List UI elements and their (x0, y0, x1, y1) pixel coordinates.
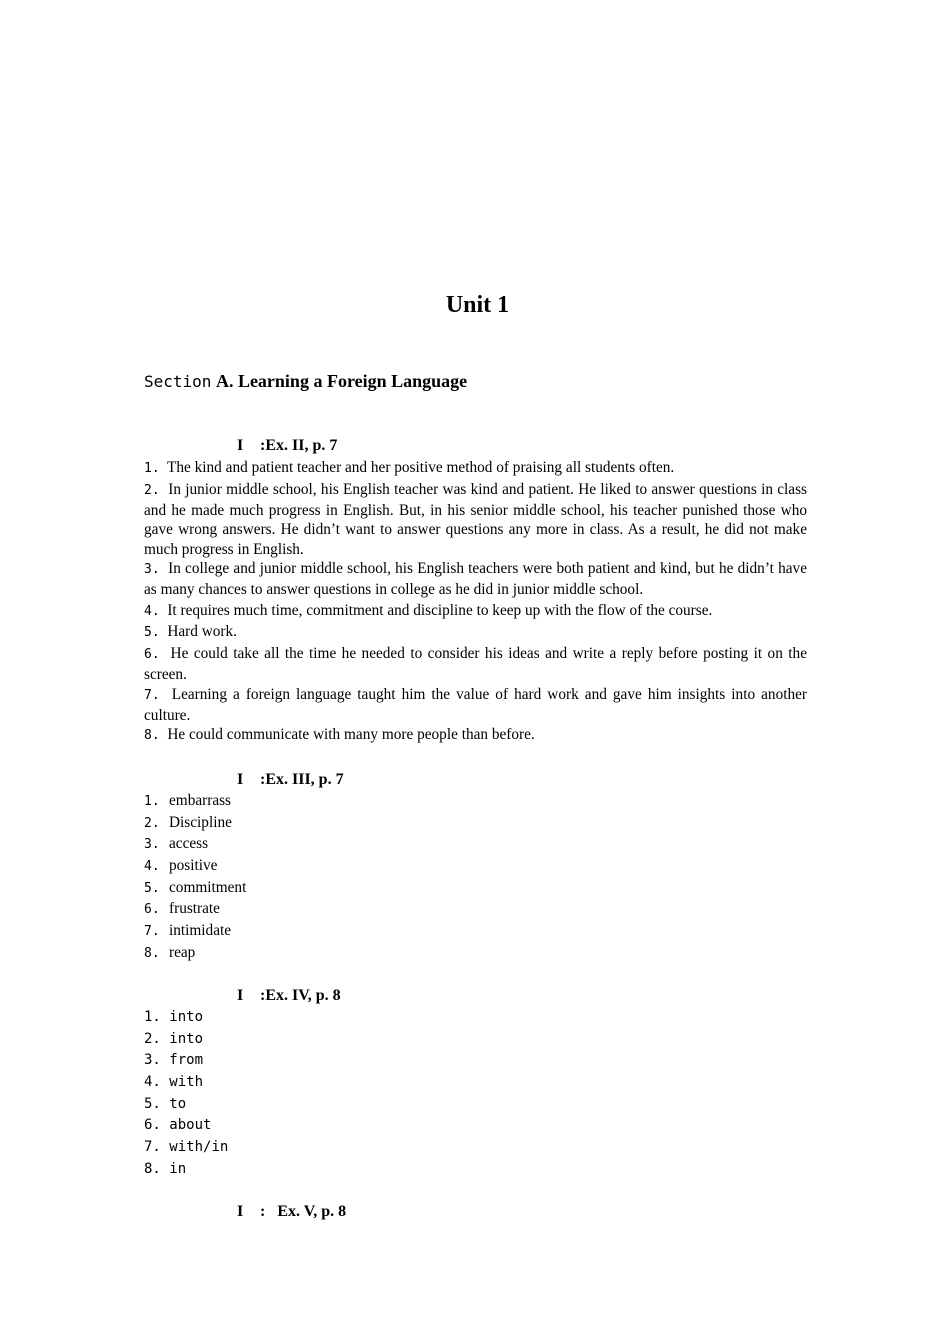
item-text: The kind and patient teacher and her positive method of praising all students often. (167, 459, 675, 476)
answer-item (144, 644, 807, 684)
exercise-part: I (237, 1203, 244, 1220)
exercise-ref: : Ex. V, p. 8 (260, 1203, 347, 1220)
list-item: 4. positive (144, 857, 218, 875)
exercise-part: I (237, 437, 244, 454)
answer-item (144, 480, 807, 560)
list-item: 8. in (144, 1160, 187, 1177)
list-item: 8. reap (144, 943, 196, 961)
list-item: 5. to (144, 1095, 187, 1112)
list-item: 7. intimidate (144, 922, 232, 940)
exercise-ref: :Ex. IV, p. 8 (260, 987, 341, 1004)
list-item: 2. Discipline (144, 813, 232, 831)
item-text: Hard work. (167, 623, 237, 640)
answer-item (144, 725, 807, 746)
list-item: 1. into (144, 1009, 204, 1025)
item-number: 8. (144, 728, 160, 743)
item-number: 2. (144, 483, 160, 498)
list-item: 6. about (144, 1117, 212, 1134)
item-text: Learning a foreign language taught him the value of hard work and gave him insights into another culture. (144, 686, 807, 724)
item-text: In college and junior middle school, his English teachers were both patient and kind, but he didn’t have as many chances to answer questions in college as he did in junior middle school. (144, 560, 807, 598)
item-text: In junior middle school, his English teacher was kind and patient. He liked to answer questions in class and he made much progress in English. But, in his senior middle school, his teacher punished those who gave wrong answers. He didn’t want to answer questions any more in class. As a result, he did not make much progress in English. (144, 481, 807, 559)
item-text: He could communicate with many more people than before. (167, 726, 535, 743)
answer-item (144, 601, 807, 622)
list-item: 3. from (144, 1052, 204, 1069)
item-number: 3. (144, 562, 160, 577)
list-item: 6. frustrate (144, 900, 220, 918)
exercise-ref: :Ex. III, p. 7 (260, 771, 344, 788)
exercise-heading (144, 1203, 347, 1293)
section-prefix: Section (144, 372, 212, 391)
exercise-part: I (237, 987, 244, 1004)
item-number: 4. (144, 604, 160, 619)
list-item: 1. embarrass (144, 792, 232, 809)
item-text: He could take all the time he needed to consider his ideas and write a reply before posting it on the screen. (144, 645, 807, 683)
answer-list (144, 1007, 228, 1181)
answer-item (144, 685, 807, 725)
item-text: It requires much time, commitment and discipline to keep up with the flow of the course. (167, 602, 713, 619)
exercise-part: I (237, 771, 244, 788)
list-item: 5. commitment (144, 878, 247, 896)
item-number: 7. (144, 688, 160, 703)
list-item: 3. access (144, 835, 209, 853)
section-heading: Section A. Learning a Foreign Language (144, 371, 468, 391)
answer-list (144, 790, 246, 964)
answer-item (144, 622, 807, 643)
unit-title: Unit 1 (445, 292, 510, 318)
section-letter: A (215, 371, 229, 391)
answer-item (144, 458, 807, 479)
list-item: 4. with (144, 1074, 204, 1091)
exercise-ref: :Ex. II, p. 7 (260, 437, 338, 454)
section-name: Learning a Foreign Language (237, 371, 468, 391)
list-item: 2. into (144, 1030, 204, 1047)
item-number: 1. (144, 461, 160, 476)
list-item: 7. with/in (144, 1139, 229, 1156)
answer-item (144, 559, 807, 599)
item-number: 5. (144, 625, 160, 640)
item-number: 6. (144, 647, 160, 662)
